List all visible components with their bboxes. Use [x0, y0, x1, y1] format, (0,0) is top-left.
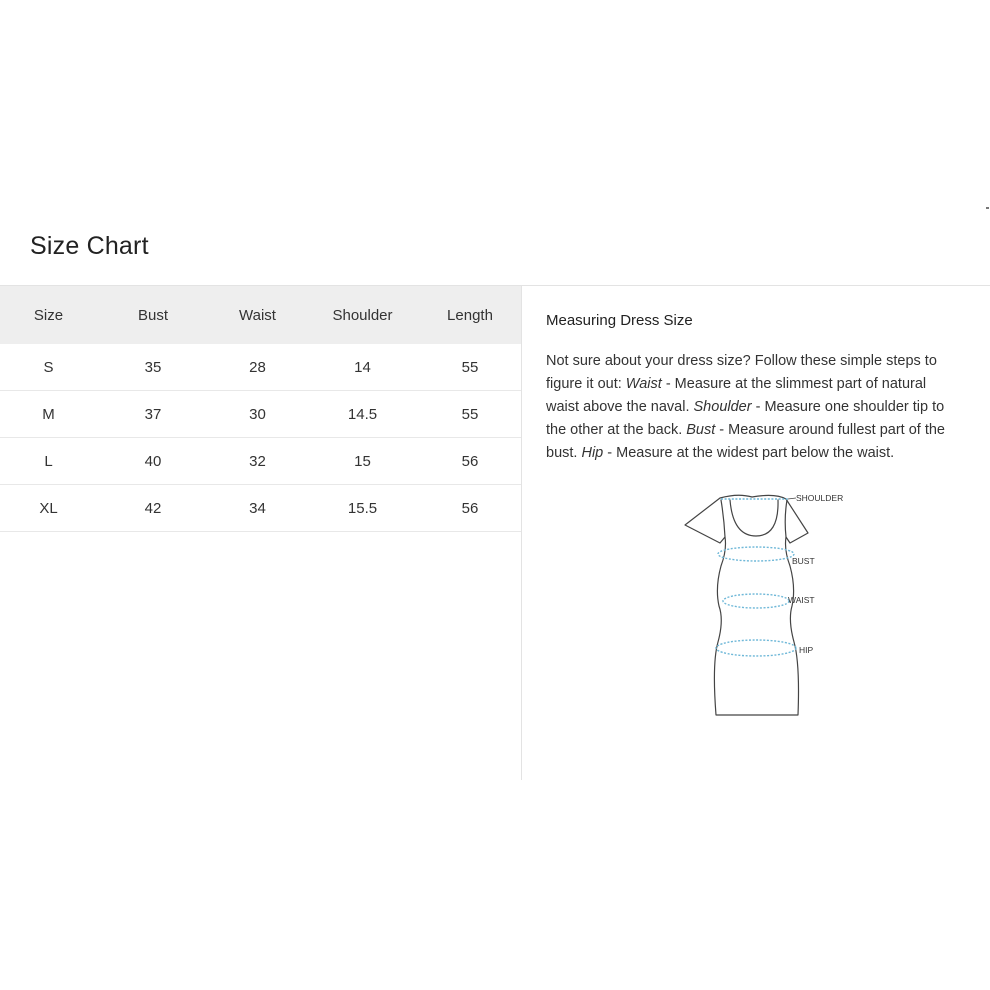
cell-bust: 37 — [97, 391, 209, 438]
header-bust: Bust — [97, 286, 209, 344]
cell-shoulder: 15.5 — [306, 485, 419, 532]
left-sleeve-seam — [721, 500, 725, 537]
header-length: Length — [419, 286, 521, 344]
waist-instruction: - Measure at the slimmest part of natural waist above the naval. — [546, 376, 927, 415]
hip-label: HIP — [799, 645, 814, 655]
header-waist: Waist — [209, 286, 306, 344]
shoulder-label: SHOULDER — [796, 493, 844, 503]
cell-length: 55 — [419, 391, 521, 438]
cell-waist: 34 — [209, 485, 306, 532]
cell-length: 55 — [419, 344, 521, 391]
waist-measure-line — [723, 594, 789, 608]
cell-waist: 32 — [209, 438, 306, 485]
table-row — [0, 344, 521, 391]
cell-length: 56 — [419, 485, 521, 532]
cell-waist: 30 — [209, 391, 306, 438]
dress-illustration — [680, 488, 860, 720]
cell-length: 56 — [419, 438, 521, 485]
guide-intro: Not sure about your dress size? Follow these simple steps to figure it out: — [546, 353, 937, 392]
measuring-guide — [546, 310, 956, 465]
bust-instruction: - Measure around fullest part of the bust. — [546, 422, 945, 461]
waist-term: Waist — [625, 376, 662, 392]
cell-size: XL — [0, 485, 97, 532]
cell-size: S — [0, 344, 97, 391]
cell-shoulder: 14.5 — [306, 391, 419, 438]
corner-mark — [986, 207, 989, 209]
guide-text — [546, 350, 956, 465]
cell-bust: 35 — [97, 344, 209, 391]
waist-label: WAIST — [788, 595, 815, 605]
hip-measure-line — [716, 640, 796, 656]
cell-size: L — [0, 438, 97, 485]
column-divider — [521, 286, 522, 780]
header-size: Size — [0, 286, 97, 344]
right-sleeve-seam — [785, 500, 787, 537]
hip-term: Hip — [581, 445, 604, 461]
hip-instruction: - Measure at the widest part below the waist. — [603, 445, 895, 461]
cell-size: M — [0, 391, 97, 438]
table-row — [0, 391, 521, 438]
shoulder-term: Shoulder — [693, 399, 752, 415]
page-title: Size Chart — [30, 232, 149, 260]
cell-bust: 42 — [97, 485, 209, 532]
table-row — [0, 485, 521, 532]
bust-label: BUST — [792, 556, 815, 566]
cell-shoulder: 14 — [306, 344, 419, 391]
table-row — [0, 438, 521, 485]
cell-bust: 40 — [97, 438, 209, 485]
header-shoulder: Shoulder — [306, 286, 419, 344]
cell-shoulder: 15 — [306, 438, 419, 485]
bust-term: Bust — [686, 422, 716, 438]
neckline — [730, 500, 778, 536]
cell-waist: 28 — [209, 344, 306, 391]
bust-measure-line — [718, 547, 794, 561]
dress-measurement-diagram — [680, 488, 860, 720]
guide-title: Measuring Dress Size — [546, 312, 693, 329]
size-table — [0, 286, 521, 532]
dress-outline — [685, 495, 808, 715]
table-header-row — [0, 286, 521, 344]
shoulder-instruction: - Measure one shoulder tip to the other at the back. — [546, 399, 945, 438]
